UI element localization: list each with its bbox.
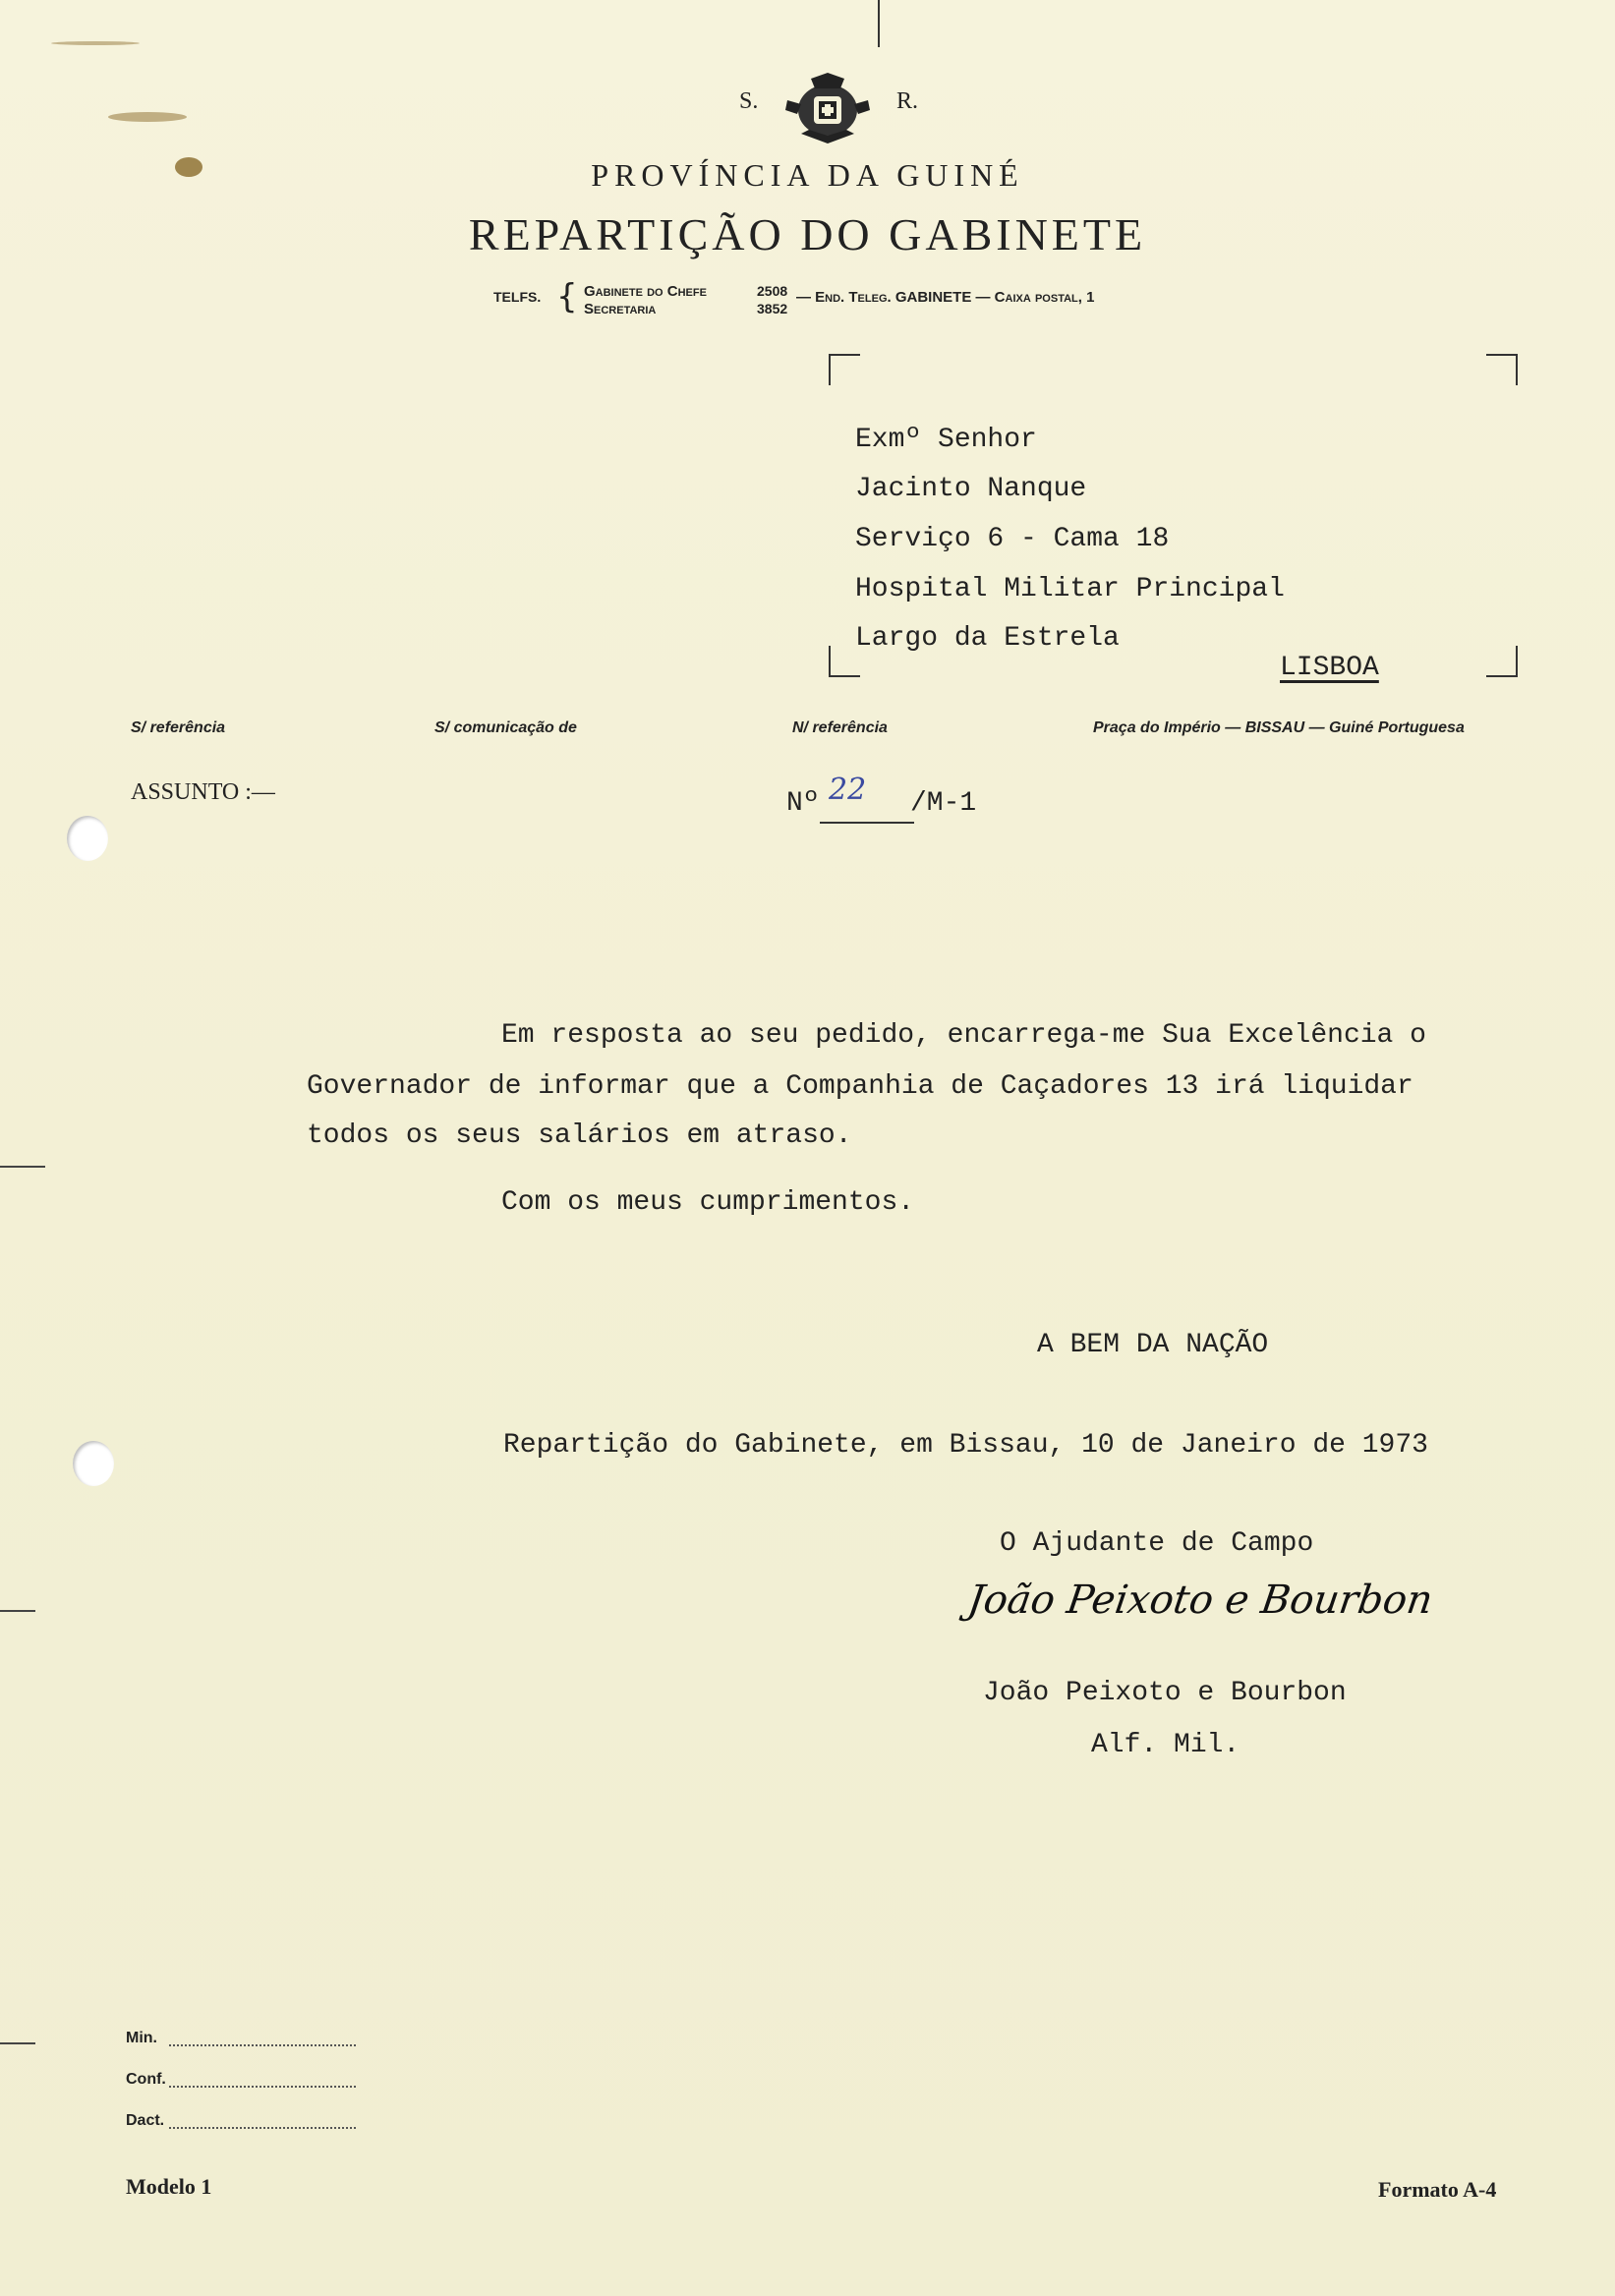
closing-motto: A BEM DA NAÇÃO [1037,1330,1269,1360]
footer-format: Formato A-4 [1378,2177,1497,2202]
recipient-salutation: Exmº Senhor [855,425,1037,455]
footer-conf-line [169,2086,356,2088]
reference-number-handwritten: 22 [829,773,867,807]
brace-symbol: { [556,277,578,316]
recipient-street: Largo da Estrela [855,623,1120,654]
footer-model: Modelo 1 [126,2174,212,2199]
phone-1-label: Gabinete do Chefe [584,283,707,300]
footer-min-line [169,2044,356,2046]
telefs-label: TELFS. [493,289,542,305]
coat-of-arms-emblem [781,71,874,145]
subject-label: ASSUNTO :— [131,779,275,805]
reference-number-prefix: Nº [786,788,820,819]
province-title: PROVÍNCIA DA GUINÉ [591,157,1024,193]
footer-dact-label: Dact. [126,2112,165,2129]
punch-hole-bottom [73,1441,114,1486]
address-corner-top-right [1486,354,1518,385]
ref-place: Praça do Império — BISSAU — Guiné Portuguesa [1093,719,1465,736]
header-initial-s: S. [739,88,759,114]
body-line-1: Em resposta ao seu pedido, encarrega-me Sua Excelência o [501,1020,1426,1051]
office-title: REPARTIÇÃO DO GABINETE [468,209,1147,259]
body-regards: Com os meus cumprimentos. [501,1187,915,1218]
recipient-name: Jacinto Nanque [855,474,1087,504]
closing-date-line: Repartição do Gabinete, em Bissau, 10 de Janeiro de 1973 [503,1430,1428,1461]
ref-s-referencia: S/ referência [131,719,226,736]
fold-mark [0,2042,35,2044]
stain-mark [108,112,187,122]
reference-number-underline [820,822,914,824]
phone-2-label: Secretaria [584,301,657,317]
address-corner-bottom-right [1486,646,1518,677]
phone-1-number: 2508 [757,283,788,299]
body-line-2: Governador de informar que a Companhia de Caçadores 13 irá liquidar [307,1071,1413,1102]
reference-number-suffix: /M-1 [910,788,977,819]
recipient-service: Serviço 6 - Cama 18 [855,524,1170,554]
header-initial-r: R. [896,88,919,114]
telegraph-address: — End. Teleg. GABINETE — Caixa postal, 1 [796,289,1095,306]
footer-dact-line [169,2127,356,2129]
recipient-hospital: Hospital Militar Principal [855,574,1285,604]
closing-title: O Ajudante de Campo [1000,1528,1314,1559]
handwritten-signature: João Peixoto e Bourbon [964,1578,1436,1623]
phone-2-number: 3852 [757,301,788,316]
punch-hole-top [67,816,108,861]
signatory-name: João Peixoto e Bourbon [983,1678,1347,1708]
body-line-3: todos os seus salários em atraso. [307,1120,852,1151]
fold-mark [0,1166,45,1168]
ref-n-referencia: N/ referência [792,719,888,736]
footer-min-label: Min. [126,2030,157,2046]
recipient-city: LISBOA [1280,653,1379,683]
signatory-rank: Alf. Mil. [1091,1730,1240,1760]
fold-mark [0,1610,35,1612]
stain-mark [51,41,140,45]
ref-s-comunicacao: S/ comunicação de [434,719,577,736]
address-corner-top-left [829,354,860,385]
footer-conf-label: Conf. [126,2071,166,2088]
fold-line [878,0,880,47]
